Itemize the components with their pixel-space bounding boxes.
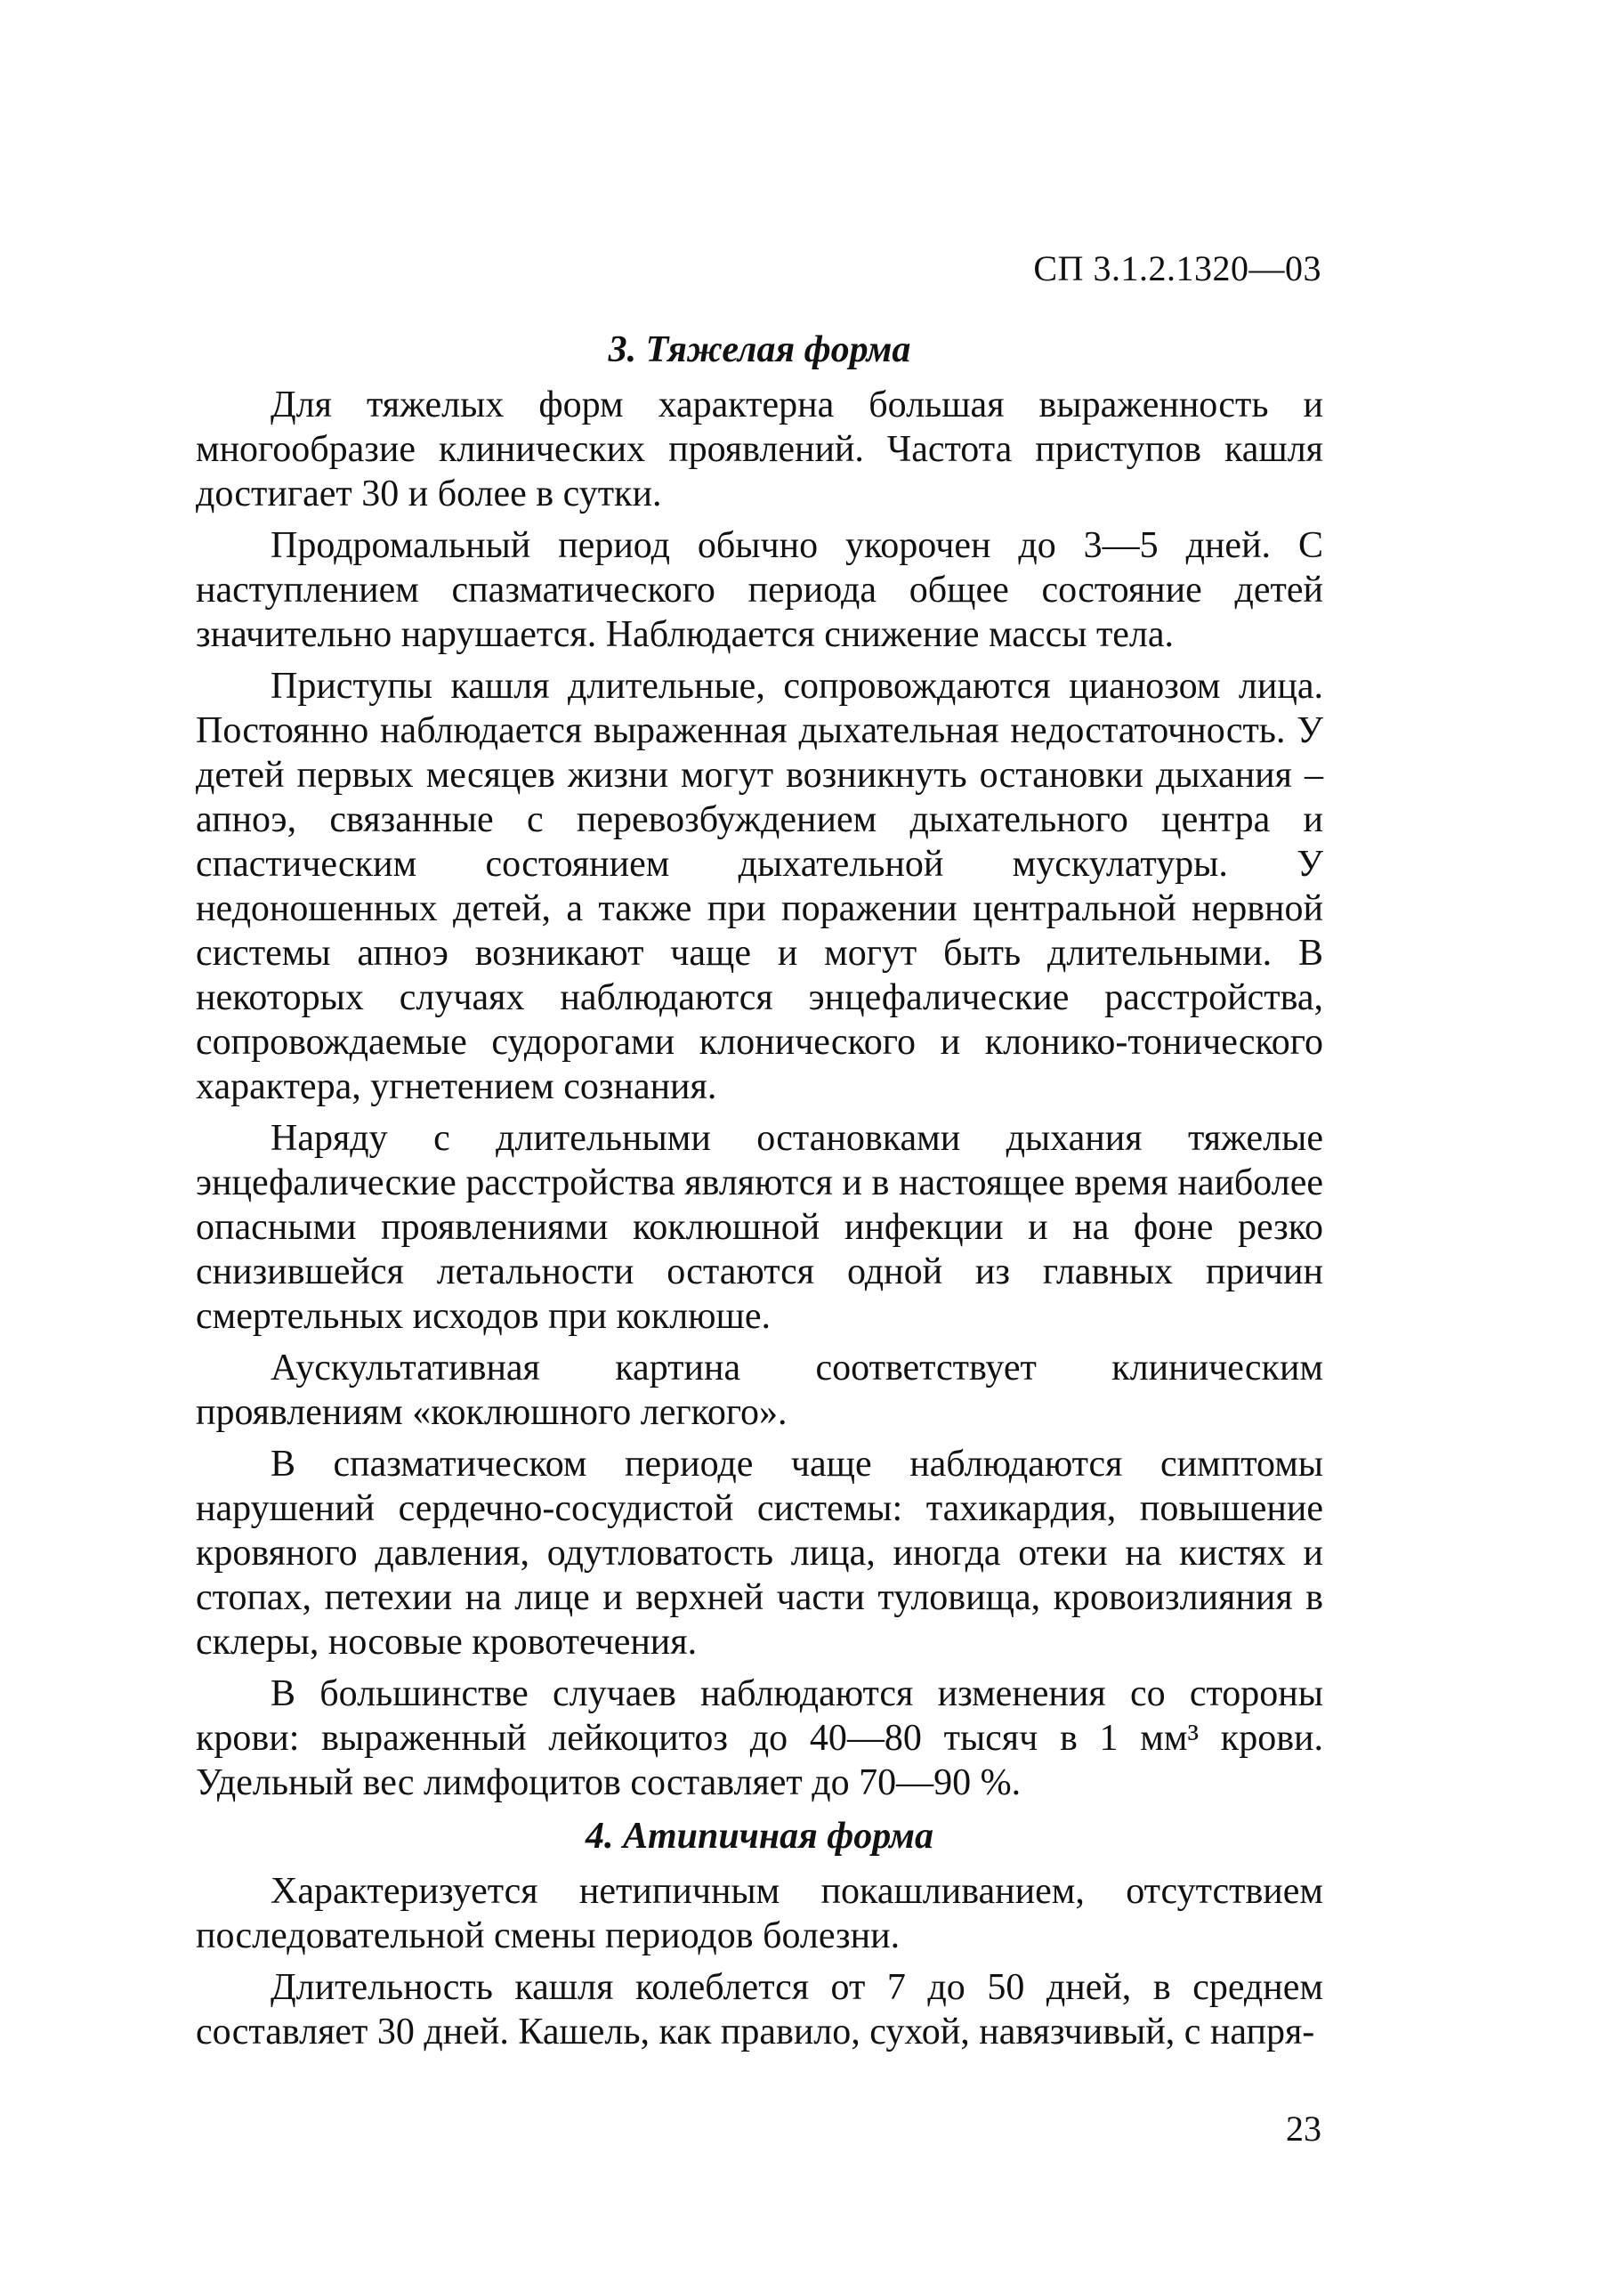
paragraph: Наряду с длительными остановками дыхания тяжелые энцефалические расстройства являются и в настоящее время наиболее опасными проявлениями коклюшной инфекции и на фоне резко снизившейся летальности остаются одной из главных причин смертельных исходов при коклюше. [196, 1118, 1323, 1337]
section-title-severe-form: 3. Тяжелая форма [608, 329, 911, 370]
paragraph: Для тяжелых форм характерна большая выраженность и многообразие клинических проявлений. Частота приступов кашля достигает 30 и более в сутки. [196, 385, 1323, 514]
paragraph: Характеризуется нетипичным покашливанием, отсутствием последовательной смены периодов болезни. [196, 1871, 1323, 1956]
paragraph: Аускультативная картина соответствует клиническим проявлениям «коклюшного легкого». [196, 1348, 1323, 1433]
section-title-atypical-form: 4. Атипичная форма [585, 1816, 933, 1857]
document-code: СП 3.1.2.1320—03 [1033, 248, 1321, 288]
paragraph: Приступы кашля длительные, сопровождаются цианозом лица. Постоянно наблюдается выраженная дыхательная недостаточность. У детей первых месяцев жизни могут возникнуть остановки дыхания – апноэ, связанные с перевозбуждением дыхательного центра и спастическим состоянием дыхательной мускулатуры. У недоношенных детей, а также при поражении центральной нервной системы апноэ возникают чаще и могут быть длительными. В некоторых случаях наблюдаются энцефалические расстройства, сопровождаемые судорогами клонического и клонико-тонического характера, угнетением сознания. [196, 666, 1323, 1107]
paragraph: В большинстве случаев наблюдаются изменения со стороны крови: выраженный лейкоцитоз до 40—80 тысяч в 1 мм³ крови. Удельный вес лимфоцитов составляет до 70—90 %. [196, 1673, 1323, 1803]
paragraph: Длительность кашля колеблется от 7 до 50 дней, в среднем составляет 30 дней. Кашель, как правило, сухой, навязчивый, с напря- [196, 1967, 1323, 2052]
document-body [196, 328, 1323, 2061]
paragraph: Продромальный период обычно укорочен до 3—5 дней. С наступлением спазматического периода общее состояние детей значительно нарушается. Наблюдается снижение массы тела. [196, 525, 1323, 655]
page-number: 23 [1286, 2109, 1321, 2149]
paragraph: В спазматическом периоде чаще наблюдаются симптомы нарушений сердечно-сосудистой системы: тахикардия, повышение кровяного давления, одутловатость лица, иногда отеки на кистях и стопах, петехии на лице и верхней части туловища, кровоизлияния в склеры, носовые кровотечения. [196, 1444, 1323, 1663]
